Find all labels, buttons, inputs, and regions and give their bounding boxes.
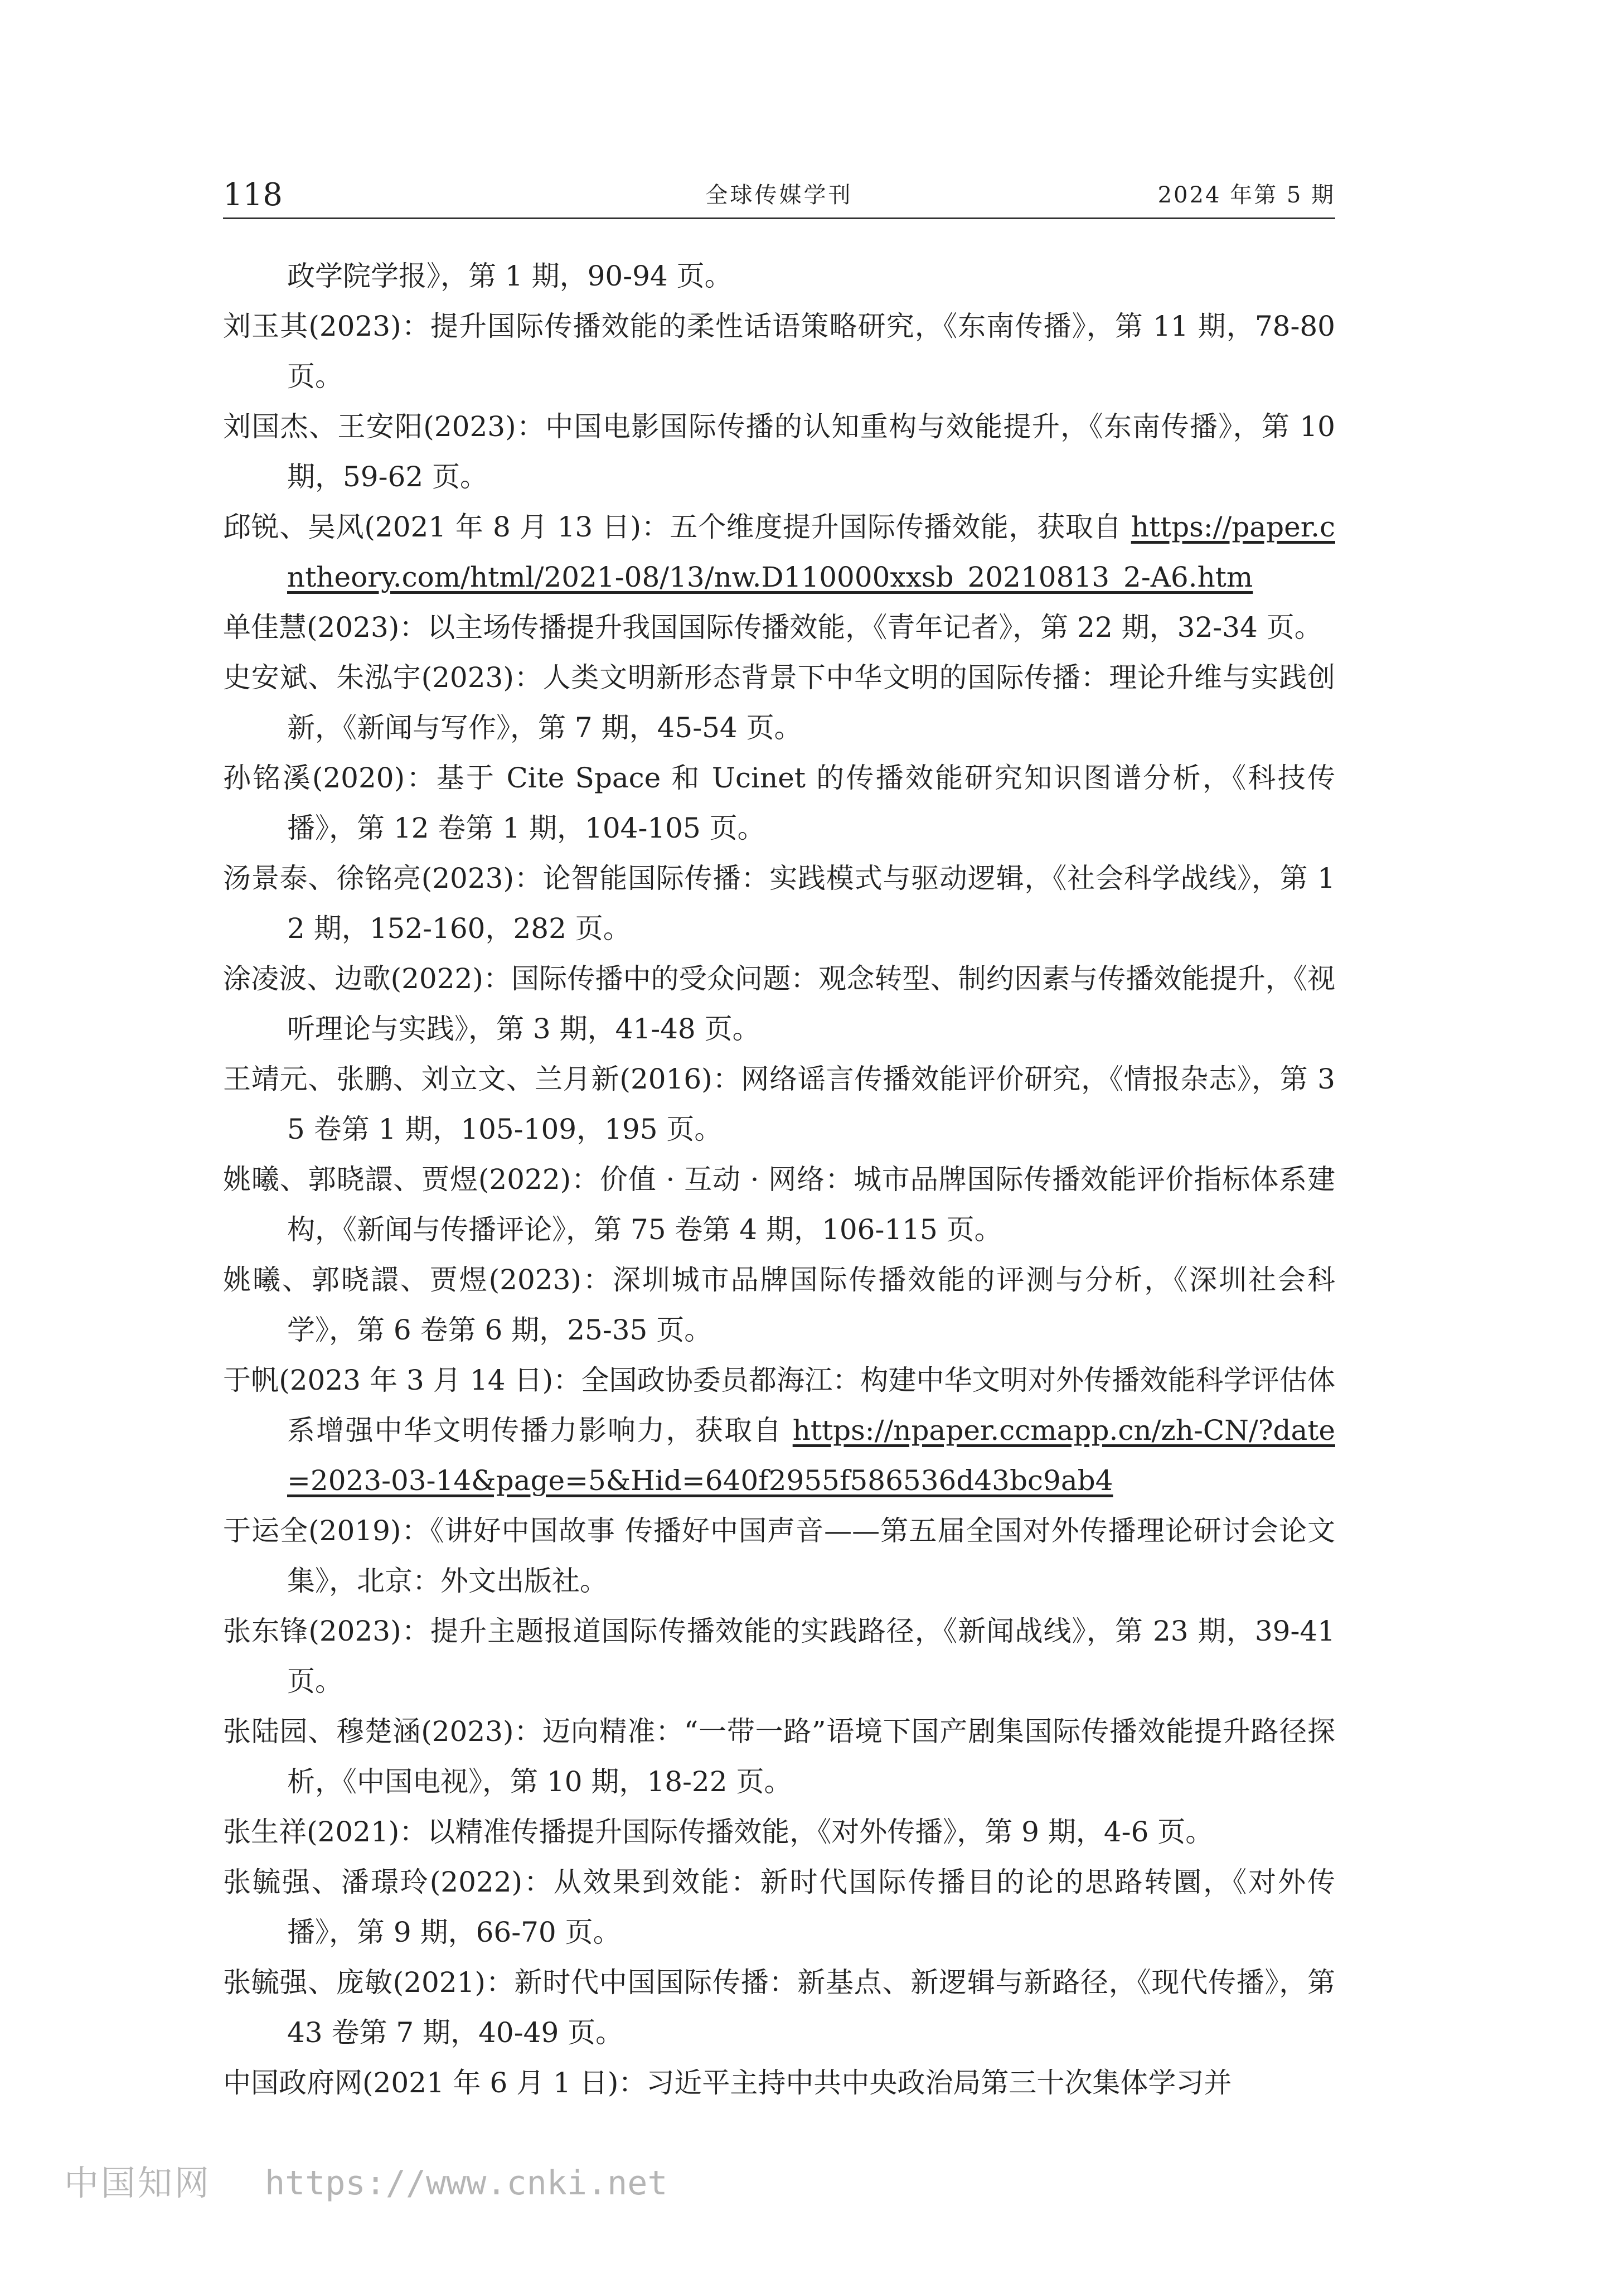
cnki-url[interactable]: https://www.cnki.net: [265, 2164, 668, 2203]
reference-text: 于帆(2023 年 3 月 14 日)：全国政协委员都海江：构建中华文明对外传播效能科学评估体系增强中华文明传播力影响力，获取自: [223, 1364, 1335, 1447]
reference-text: 张毓强、庞敏(2021)：新时代中国国际传播：新基点、新逻辑与新路径，《现代传播》，第 43 卷第 7 期，40-49 页。: [223, 1966, 1335, 2049]
page-number: 118: [223, 177, 283, 213]
reference-item: [223, 1506, 1335, 1606]
reference-item: [223, 1957, 1335, 2058]
reference-item: [223, 1706, 1335, 1807]
reference-text: 张陆园、穆楚涵(2023)：迈向精准：“一带一路”语境下国产剧集国际传播效能提升路径探析，《中国电视》，第 10 期，18-22 页。: [223, 1715, 1335, 1798]
reference-item: [223, 652, 1335, 753]
reference-item: [223, 502, 1335, 602]
reference-item: [223, 1054, 1335, 1154]
reference-item: [223, 1857, 1335, 1957]
reference-item: [223, 251, 1335, 301]
reference-item: [223, 1154, 1335, 1255]
reference-item: [223, 753, 1335, 853]
reference-text: 涂凌波、边歌(2022)：国际传播中的受众问题：观念转型、制约因素与传播效能提升，《视听理论与实践》，第 3 期，41-48 页。: [223, 962, 1335, 1045]
reference-item: [223, 1807, 1335, 1857]
reference-item: [223, 1255, 1335, 1355]
reference-text: 刘玉其(2023)：提升国际传播效能的柔性话语策略研究，《东南传播》，第 11 期，78-80 页。: [223, 310, 1335, 393]
reference-text: 中国政府网(2021 年 6 月 1 日)：习近平主持中共中央政治局第三十次集体学习并: [223, 2067, 1232, 2099]
reference-item: [223, 853, 1335, 954]
reference-item: [223, 402, 1335, 502]
reference-text: 张生祥(2021)：以精准传播提升国际传播效能，《对外传播》，第 9 期，4-6 页。: [223, 1816, 1214, 1848]
reference-text: 汤景泰、徐铭亮(2023)：论智能国际传播：实践模式与驱动逻辑，《社会科学战线》，第 12 期，152-160，282 页。: [223, 862, 1335, 945]
cnki-logo: 中国知网: [64, 2163, 212, 2203]
reference-text: 政学院学报》，第 1 期，90-94 页。: [287, 260, 733, 292]
reference-text: 于运全(2019)：《讲好中国故事 传播好中国声音——第五届全国对外传播理论研讨会论文集》，北京：外文出版社。: [223, 1515, 1335, 1597]
page-header: [223, 173, 1335, 219]
reference-text: 张毓强、潘璟玲(2022)：从效果到效能：新时代国际传播目的论的思路转圜，《对外传播》，第 9 期，66-70 页。: [223, 1866, 1335, 1948]
reference-text: 王靖元、张鹏、刘立文、兰月新(2016)：网络谣言传播效能评价研究，《情报杂志》，第 35 卷第 1 期，105-109，195 页。: [223, 1063, 1335, 1145]
reference-item: [223, 301, 1335, 402]
reference-item: [223, 1355, 1335, 1506]
reference-text: 孙铭溪(2020)：基于 Cite Space 和 Ucinet 的传播效能研究知识图谱分析，《科技传播》，第 12 卷第 1 期，104-105 页。: [223, 762, 1335, 844]
reference-item: [223, 2058, 1335, 2108]
reference-link[interactable]: https://npaper.ccmapp.cn/zh-CN/?date=2023-03-14&page=5&Hid=640f2955f586536d43bc9ab4: [287, 1414, 1335, 1497]
reference-text: 邱锐、吴风(2021 年 8 月 13 日)：五个维度提升国际传播效能，获取自: [223, 511, 1131, 543]
reference-item: [223, 1606, 1335, 1706]
reference-item: [223, 954, 1335, 1054]
reference-text: 史安斌、朱泓宇(2023)：人类文明新形态背景下中华文明的国际传播：理论升维与实践创新，《新闻与写作》，第 7 期，45-54 页。: [223, 661, 1335, 744]
reference-text: 单佳慧(2023)：以主场传播提升我国国际传播效能，《青年记者》，第 22 期，32-34 页。: [223, 611, 1322, 644]
reference-item: [223, 602, 1335, 652]
reference-list: [223, 251, 1335, 2108]
reference-text: 姚曦、郭晓譞、贾煜(2023)：深圳城市品牌国际传播效能的评测与分析，《深圳社会科学》，第 6 卷第 6 期，25-35 页。: [223, 1264, 1335, 1346]
issue-label: 2024 年第 5 期: [1157, 182, 1335, 208]
reference-text: 刘国杰、王安阳(2023)：中国电影国际传播的认知重构与效能提升，《东南传播》，第 10 期，59-62 页。: [223, 410, 1335, 493]
reference-text: 张东锋(2023)：提升主题报道国际传播效能的实践路径，《新闻战线》，第 23 期，39-41 页。: [223, 1615, 1335, 1697]
reference-link[interactable]: https://paper.cntheory.com/html/2021-08/13/nw.D110000xxsb_20210813_2-A6.htm: [287, 511, 1335, 593]
journal-name: 全球传媒学刊: [705, 182, 853, 208]
reference-text: 姚曦、郭晓譞、贾煜(2022)：价值 · 互动 · 网络：城市品牌国际传播效能评价指标体系建构，《新闻与传播评论》，第 75 卷第 4 期，106-115 页。: [223, 1163, 1335, 1246]
